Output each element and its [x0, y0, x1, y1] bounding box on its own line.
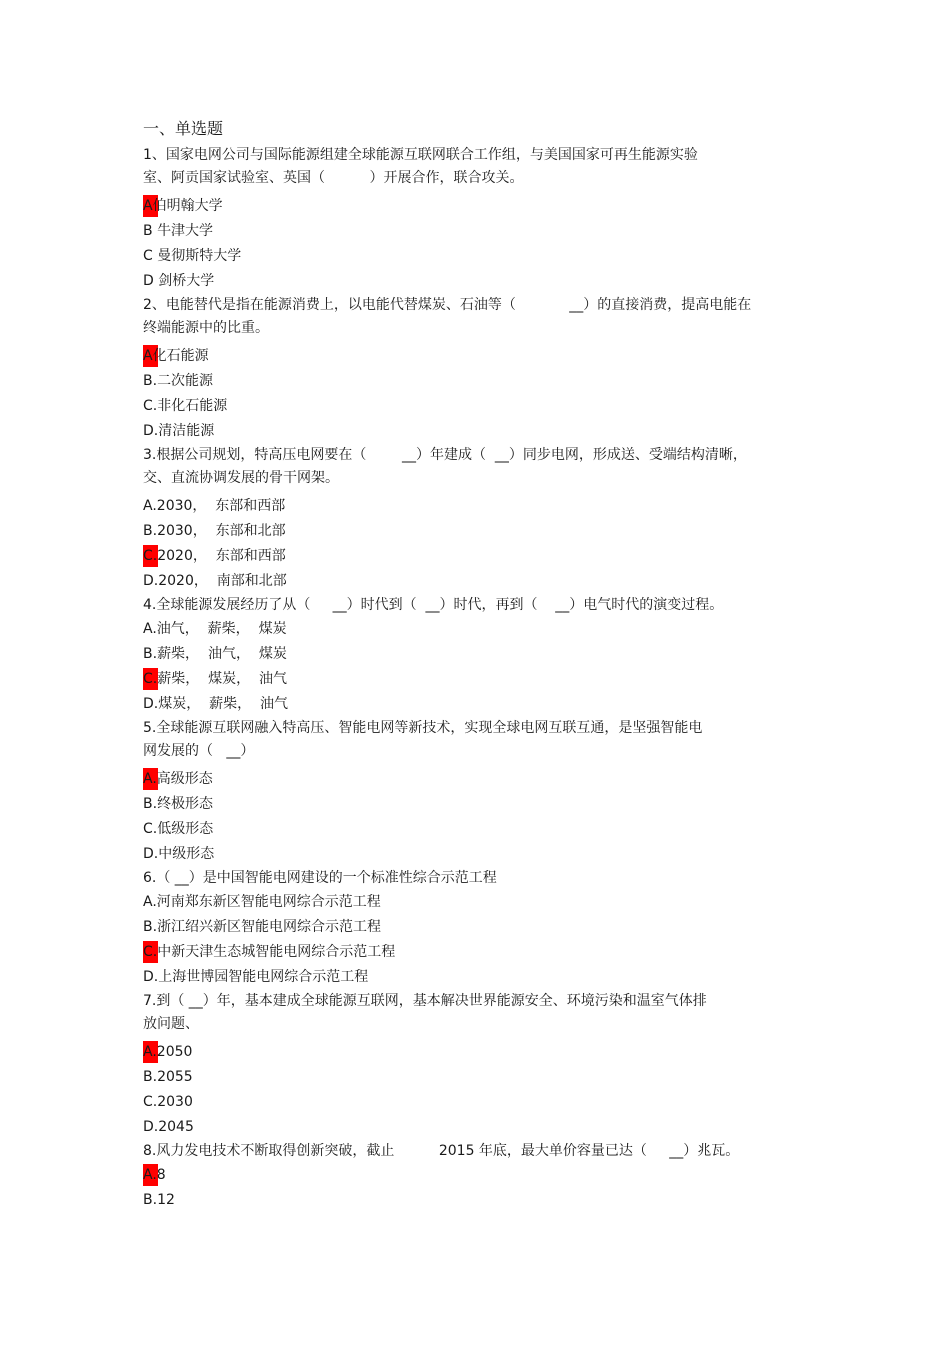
option-a	[143, 1163, 803, 1188]
option-d	[143, 419, 803, 444]
option-text: 终极形态	[157, 796, 214, 812]
question-stem	[143, 144, 803, 190]
option-text: 河南郑东新区智能电网综合示范工程	[156, 894, 381, 910]
answer-marker: C.	[143, 940, 157, 965]
question-block	[143, 294, 803, 444]
option-key: B	[143, 223, 158, 239]
option-c	[143, 244, 803, 269]
option-key: A.	[143, 621, 157, 637]
option-key: D.	[143, 1119, 159, 1135]
question-stem-line: 放问题、	[143, 1016, 199, 1032]
question-stem-line: 3.根据公司规划，特高压电网要在（ __）年建成（ __）同步电网，形成送、受端结构清晰，	[143, 447, 747, 463]
option-text: 伯明翰大学	[152, 198, 223, 214]
question-stem-line: 终端能源中的比重。	[143, 320, 269, 336]
option-key: D	[143, 273, 159, 289]
option-key: D.	[143, 573, 159, 589]
option-c	[143, 817, 803, 842]
question-block	[143, 867, 803, 990]
option-text: 浙江绍兴新区智能电网综合示范工程	[157, 919, 382, 935]
question-block	[143, 594, 803, 717]
option-text: 2030， 东部和西部	[156, 498, 286, 514]
option-key: B.	[143, 1192, 158, 1208]
option-a	[143, 194, 803, 219]
option-key: B.	[143, 646, 158, 662]
option-key: C	[143, 248, 158, 264]
option-b	[143, 642, 803, 667]
option-b	[143, 519, 803, 544]
option-text: 中级形态	[158, 846, 215, 862]
option-key: B.	[143, 796, 158, 812]
question-stem	[143, 990, 803, 1036]
question-stem	[143, 444, 803, 490]
option-key: C.	[143, 1094, 158, 1110]
option-key: D.	[143, 423, 159, 439]
option-text: 剑桥大学	[158, 273, 215, 289]
option-key: D.	[143, 846, 159, 862]
option-a	[143, 344, 803, 369]
option-text: 2020， 东部和西部	[157, 548, 286, 564]
question-stem-line: 6.（ __）是中国智能电网建设的一个标准性综合示范工程	[143, 870, 497, 886]
option-c	[143, 544, 803, 569]
answer-marker: A	[143, 194, 153, 219]
option-text: 牛津大学	[157, 223, 214, 239]
option-text: 高级形态	[156, 771, 213, 787]
option-text: 化石能源	[152, 348, 209, 364]
option-a	[143, 494, 803, 519]
option-text: 2030	[157, 1094, 193, 1110]
question-stem-line: 网发展的（ __）	[143, 743, 255, 759]
answer-marker: A.	[143, 1040, 157, 1065]
answer-marker: C.	[143, 544, 157, 569]
question-block	[143, 144, 803, 294]
option-text: 薪柴， 煤炭， 油气	[157, 671, 288, 687]
option-b	[143, 219, 803, 244]
option-c	[143, 940, 803, 965]
option-a	[143, 890, 803, 915]
option-d	[143, 569, 803, 594]
option-key: A.	[143, 894, 157, 910]
option-key: B.	[143, 373, 158, 389]
option-key: B.	[143, 523, 158, 539]
option-key: D.	[143, 969, 159, 985]
option-d	[143, 1115, 803, 1140]
question-block	[143, 717, 803, 867]
question-stem-line: 8.风力发电技术不断取得创新突破，截止 2015 年底，最大单价容量已达（ __）兆瓦。	[143, 1143, 740, 1159]
option-b	[143, 915, 803, 940]
option-key: B.	[143, 1069, 158, 1085]
option-d	[143, 965, 803, 990]
option-text: 二次能源	[157, 373, 214, 389]
option-d	[143, 269, 803, 294]
question-stem-line: 1、国家电网公司与国际能源组建全球能源互联网联合工作组，与美国国家可再生能源实验	[143, 147, 698, 163]
question-block	[143, 444, 803, 594]
option-text: 中新天津生态城智能电网综合示范工程	[157, 944, 396, 960]
option-d	[143, 842, 803, 867]
option-key: A.	[143, 498, 157, 514]
option-text: 油气， 薪柴， 煤炭	[156, 621, 287, 637]
answer-marker: A.	[143, 767, 157, 792]
answer-marker: A	[143, 344, 153, 369]
option-text: 8	[156, 1167, 166, 1183]
question-stem-line: 7.到（ __）年，基本建成全球能源互联网，基本解决世界能源安全、环境污染和温室气体排	[143, 993, 707, 1009]
option-text: 非化石能源	[157, 398, 228, 414]
option-c	[143, 394, 803, 419]
question-stem-line: 5.全球能源互联网融入特高压、智能电网等新技术，实现全球电网互联互通，是坚强智能电	[143, 720, 703, 736]
question-stem	[143, 594, 803, 617]
option-text: 上海世博园智能电网综合示范工程	[158, 969, 369, 985]
question-block	[143, 990, 803, 1140]
section-title: 一、单选题	[143, 119, 224, 138]
option-d	[143, 692, 803, 717]
option-b	[143, 792, 803, 817]
question-stem	[143, 717, 803, 763]
option-key: C.	[143, 398, 158, 414]
option-text: 2055	[157, 1069, 193, 1085]
question-list	[143, 144, 803, 1213]
question-stem	[143, 1140, 803, 1163]
question-stem	[143, 867, 803, 890]
option-text: 2050	[156, 1044, 193, 1060]
question-block	[143, 1140, 803, 1213]
option-key: D.	[143, 696, 159, 712]
question-stem-line: 室、阿贡国家试验室、英国（ ）开展合作，联合攻关。	[143, 170, 524, 186]
option-text: 2045	[158, 1119, 194, 1135]
option-text: 薪柴， 油气， 煤炭	[157, 646, 287, 662]
option-c	[143, 667, 803, 692]
option-c	[143, 1090, 803, 1115]
option-text: 低级形态	[157, 821, 214, 837]
question-stem-line: 4.全球能源发展经历了从（ __）时代到（ __）时代，再到（ __）电气时代的演变过程。	[143, 597, 724, 613]
option-text: 12	[157, 1192, 175, 1208]
option-text: 2020， 南部和北部	[158, 573, 287, 589]
question-stem	[143, 294, 803, 340]
option-text: 煤炭， 薪柴， 油气	[158, 696, 289, 712]
option-b	[143, 369, 803, 394]
exam-page	[143, 118, 803, 1213]
option-text: 清洁能源	[158, 423, 215, 439]
option-a	[143, 767, 803, 792]
option-key: B.	[143, 919, 158, 935]
question-stem-line: 2、电能替代是指在能源消费上，以电能代替煤炭、石油等（ __）的直接消费，提高电能在	[143, 297, 752, 313]
option-a	[143, 617, 803, 642]
option-key: C.	[143, 821, 158, 837]
option-text: 2030， 东部和北部	[157, 523, 286, 539]
answer-marker: C.	[143, 667, 157, 692]
option-b	[143, 1188, 803, 1213]
question-stem-line: 交、直流协调发展的骨干网架。	[143, 470, 339, 486]
answer-marker: A.	[143, 1163, 157, 1188]
option-text: 曼彻斯特大学	[157, 248, 242, 264]
option-b	[143, 1065, 803, 1090]
option-a	[143, 1040, 803, 1065]
